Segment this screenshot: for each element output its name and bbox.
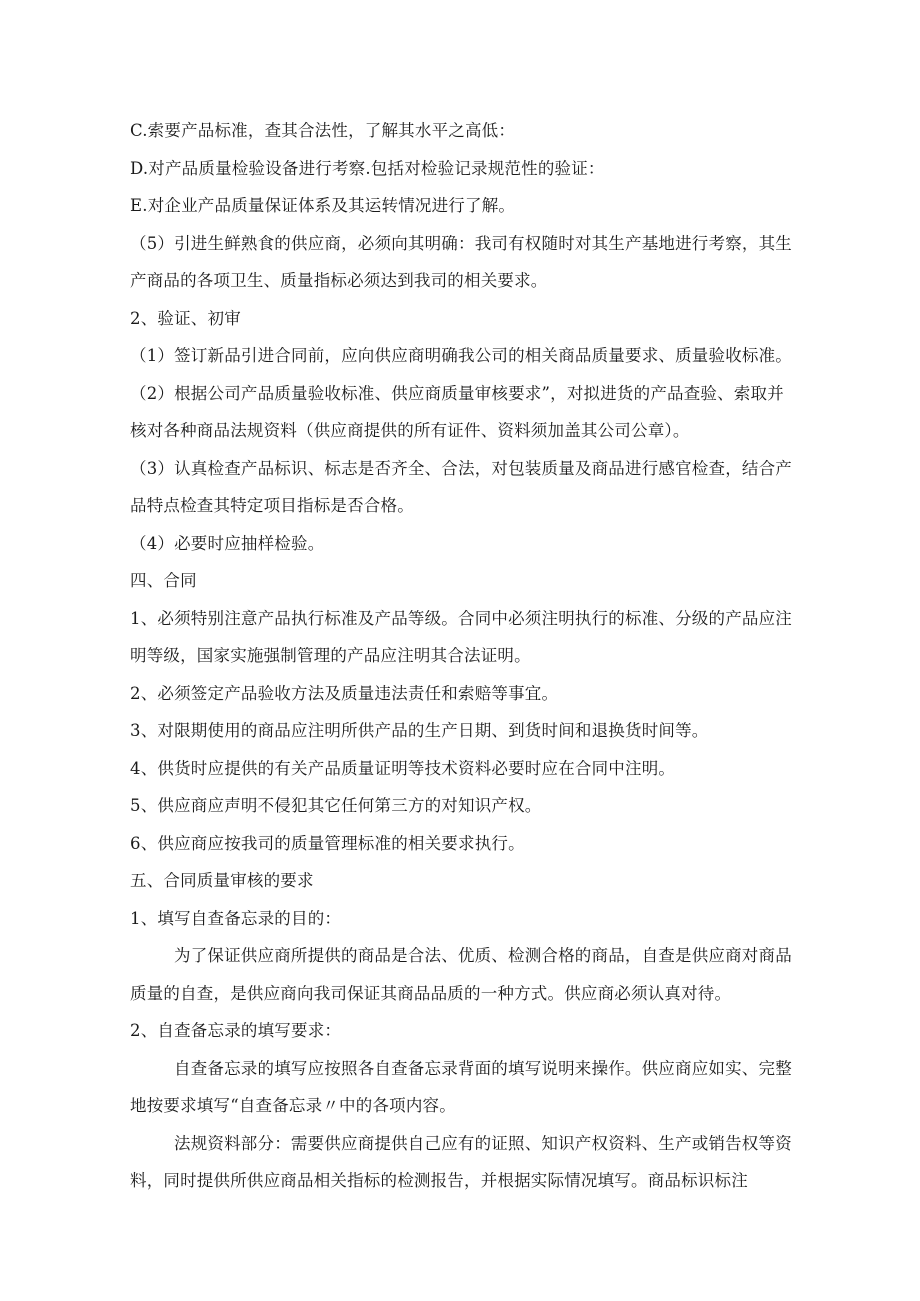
paragraph: （1）签订新品引进合同前，应向供应商明确我公司的相关商品质量要求、质量验收标准。 — [130, 346, 792, 365]
paragraph: （4）必要时应抽样检验。 — [130, 533, 325, 553]
paragraph: 4、供货时应提供的有关产品质量证明等技术资料必要时应在合同中注明。 — [130, 758, 676, 778]
paragraph: （5）引进生鲜熟食的供应商，必须向其明确：我司有权随时对其生产基地进行考察，其生产商品的各项卫生、质量指标必须达到我司的相关要求。 — [130, 233, 792, 290]
paragraph: 1、必须特别注意产品执行标准及产品等级。合同中必须注明执行的标准、分级的产品应注明等级，国家实施强制管理的产品应注明其合法证明。 — [130, 608, 792, 665]
paragraph: E.对企业产品质量保证体系及其运转情况进行了解。 — [130, 196, 516, 215]
paragraph: 3、对限期使用的商品应注明所供产品的生产日期、到货时间和退换货时间等。 — [130, 721, 709, 740]
paragraph: 自查备忘录的填写应按照各自查备忘录背面的填写说明来操作。供应商应如实、完整地按要求填写“自查备忘录〃中的各项内容。 — [130, 1058, 792, 1115]
document-body — [130, 112, 792, 1200]
paragraph: C.索要产品标准，查其合法性，了解其水平之高低： — [130, 121, 516, 140]
paragraph: 2、必须签定产品验收方法及质量违法责任和索赔等事宜。 — [130, 683, 559, 703]
paragraph: （3）认真检查产品标识、标志是否齐全、合法，对包装质量及商品进行感官检查，结合产品特点检查其特定项目指标是否合格。 — [130, 458, 792, 515]
paragraph: 四、合同 — [130, 571, 197, 590]
paragraph: 6、供应商应按我司的质量管理标准的相关要求执行。 — [130, 833, 525, 853]
paragraph: 2、自查备忘录的填写要求： — [130, 1021, 342, 1040]
paragraph: 为了保证供应商所提供的商品是合法、优质、检测合格的商品，自查是供应商对商品质量的自查，是供应商向我司保证其商品品质的一种方式。供应商必须认真对待。 — [130, 946, 792, 1003]
paragraph: 2、验证、初审 — [130, 308, 241, 328]
paragraph: 法规资料部分：需要供应商提供自己应有的证照、知识产权资料、生产或销告权等资料，同时提供所供应商品相关指标的检测报告，并根据实际情况填写。商品标识标注 — [130, 1133, 792, 1190]
paragraph: 5、供应商应声明不侵犯其它任何第三方的对知识产权。 — [130, 796, 542, 815]
paragraph: （2）根据公司产品质量验收标准、供应商质量审核要求”，对拟进货的产品查验、索取并核对各种商品法规资料（供应商提供的所有证件、资料须加盖其公司公章）。 — [130, 383, 784, 440]
paragraph: 五、合同质量审核的要求 — [130, 871, 314, 890]
paragraph: 1、填写自查备忘录的目的： — [130, 908, 342, 928]
paragraph: D.对产品质量检验设备进行考察.包括对检验记录规范性的验证： — [130, 158, 605, 178]
